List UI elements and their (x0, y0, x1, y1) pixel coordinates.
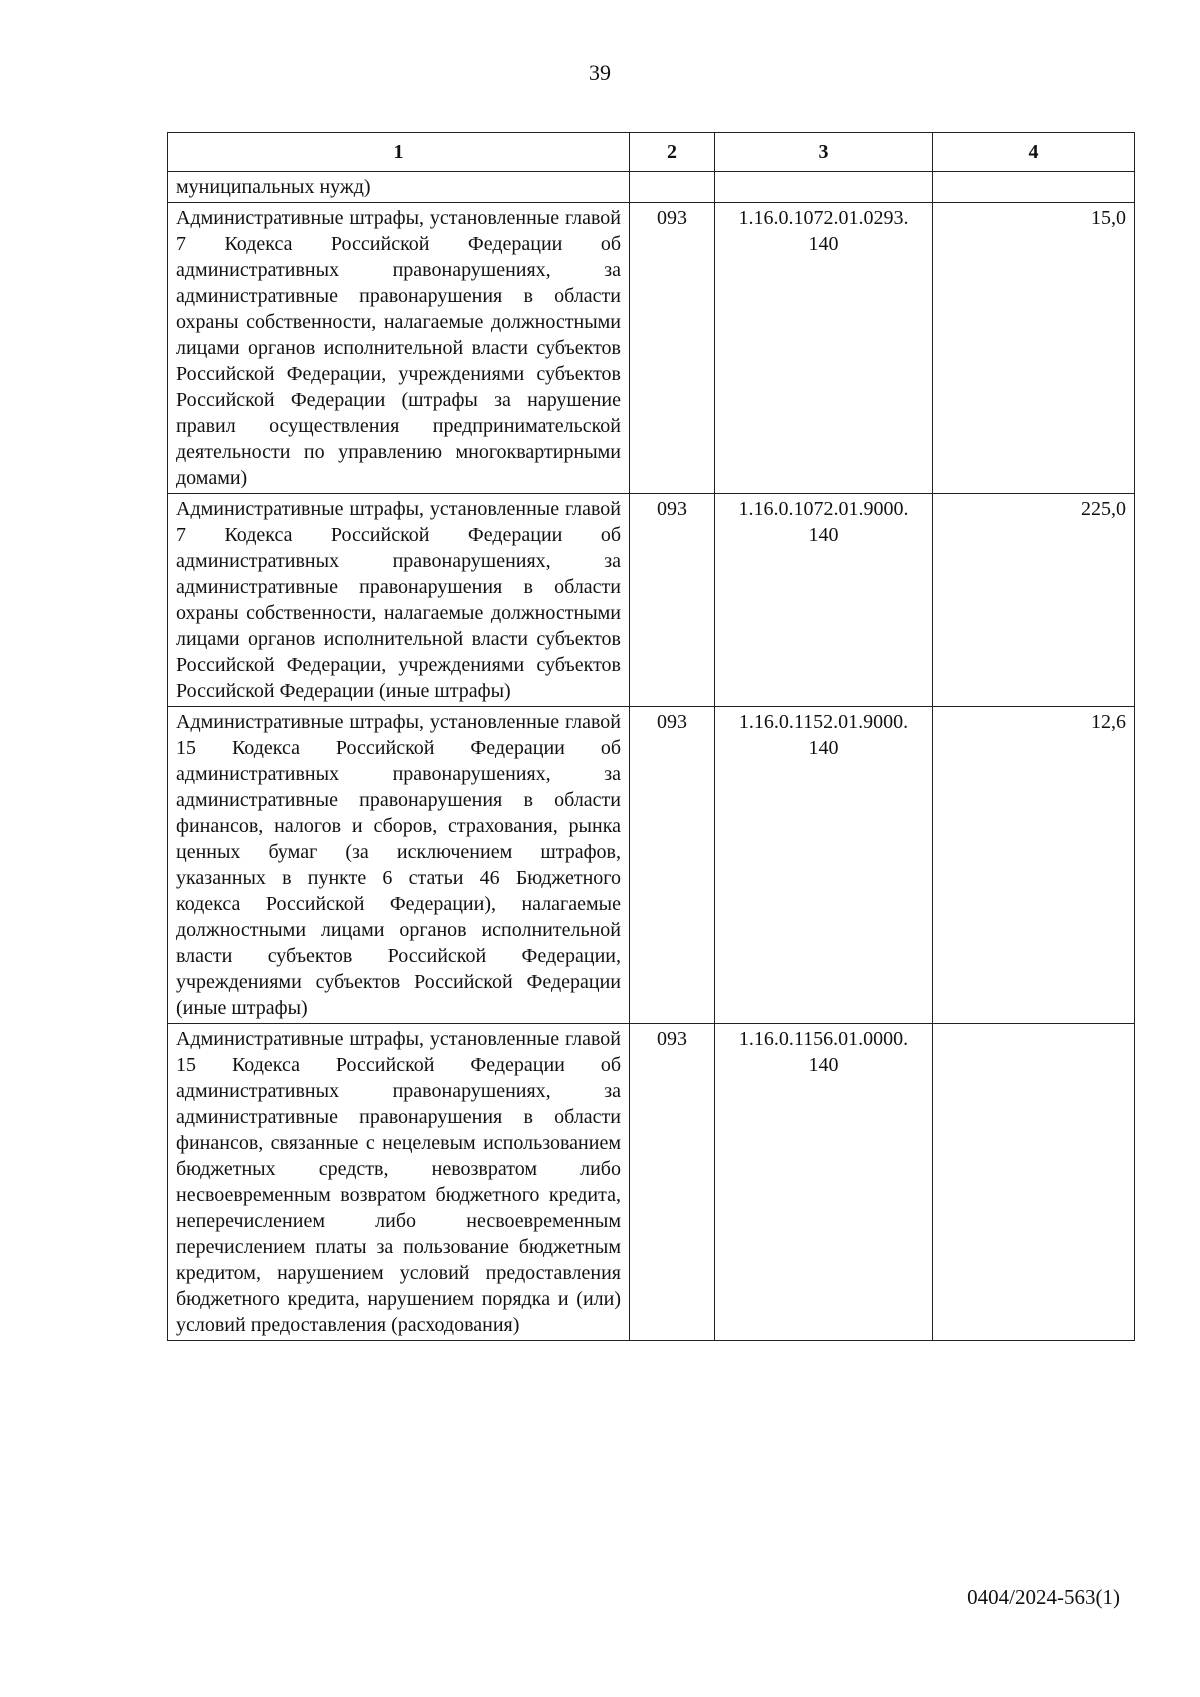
row-admin-code: 093 (630, 494, 715, 707)
document-registration-code: 0404/2024-563(1) (967, 1585, 1120, 1609)
row-kbk-code: 1.16.0.1072.01.9000. 140 (715, 494, 933, 707)
row-kbk-code: 1.16.0.1072.01.0293. 140 (715, 203, 933, 494)
row-admin-code (630, 172, 715, 203)
row-amount: 225,0 (933, 494, 1135, 707)
row-kbk-code (715, 172, 933, 203)
column-header-1: 1 (168, 133, 630, 172)
row-description: Административные штрафы, установленные главой 15 Кодекса Российской Федерации об административных правонарушениях, за административные правонарушения в области финансов, налогов и сборов, страхования, рынка ценных бумаг (за исключением штрафов, указанных в пункте 6 статьи 46 Бюджетного кодекса Российской Федерации), налагаемые должностными лицами органов исполнительной власти субъектов Российской Федерации, учреждениями субъектов Российской Федерации (иные штрафы) (168, 707, 630, 1024)
row-description: Административные штрафы, установленные главой 7 Кодекса Российской Федерации об административных правонарушениях, за административные правонарушения в области охраны собственности, налагаемые должностными лицами органов исполнительной власти субъектов Российской Федерации, учреждениями субъектов Российской Федерации (штрафы за нарушение правил осуществления предпринимательской деятельности по управлению многоквартирными домами) (168, 203, 630, 494)
row-amount (933, 1024, 1135, 1341)
row-description: Административные штрафы, установленные главой 7 Кодекса Российской Федерации об административных правонарушениях, за административные правонарушения в области охраны собственности, налагаемые должностными лицами органов исполнительной власти субъектов Российской Федерации, учреждениями субъектов Российской Федерации (иные штрафы) (168, 494, 630, 707)
page-number: 39 (589, 60, 611, 85)
table-row (168, 172, 1135, 203)
row-amount: 12,6 (933, 707, 1135, 1024)
row-admin-code: 093 (630, 707, 715, 1024)
table-row (168, 494, 1135, 707)
column-header-2: 2 (630, 133, 715, 172)
row-kbk-code: 1.16.0.1152.01.9000. 140 (715, 707, 933, 1024)
column-header-3: 3 (715, 133, 933, 172)
row-description: Административные штрафы, установленные главой 15 Кодекса Российской Федерации об административных правонарушениях, за административные правонарушения в области финансов, связанные с нецелевым использованием бюджетных средств, невозвратом либо несвоевременным возвратом бюджетного кредита, неперечислением либо несвоевременным перечислением платы за пользование бюджетным кредитом, нарушением условий предоставления бюджетного кредита, нарушением порядка и (или) условий предоставления (расходования) (168, 1024, 630, 1341)
table-row (168, 1024, 1135, 1341)
table-row (168, 707, 1135, 1024)
column-header-4: 4 (933, 133, 1135, 172)
row-admin-code: 093 (630, 203, 715, 494)
row-amount (933, 172, 1135, 203)
row-kbk-code: 1.16.0.1156.01.0000. 140 (715, 1024, 933, 1341)
row-admin-code: 093 (630, 1024, 715, 1341)
budget-table (167, 132, 1135, 1341)
row-amount: 15,0 (933, 203, 1135, 494)
table-header-row (168, 133, 1135, 172)
table-row (168, 203, 1135, 494)
row-description: муниципальных нужд) (168, 172, 630, 203)
